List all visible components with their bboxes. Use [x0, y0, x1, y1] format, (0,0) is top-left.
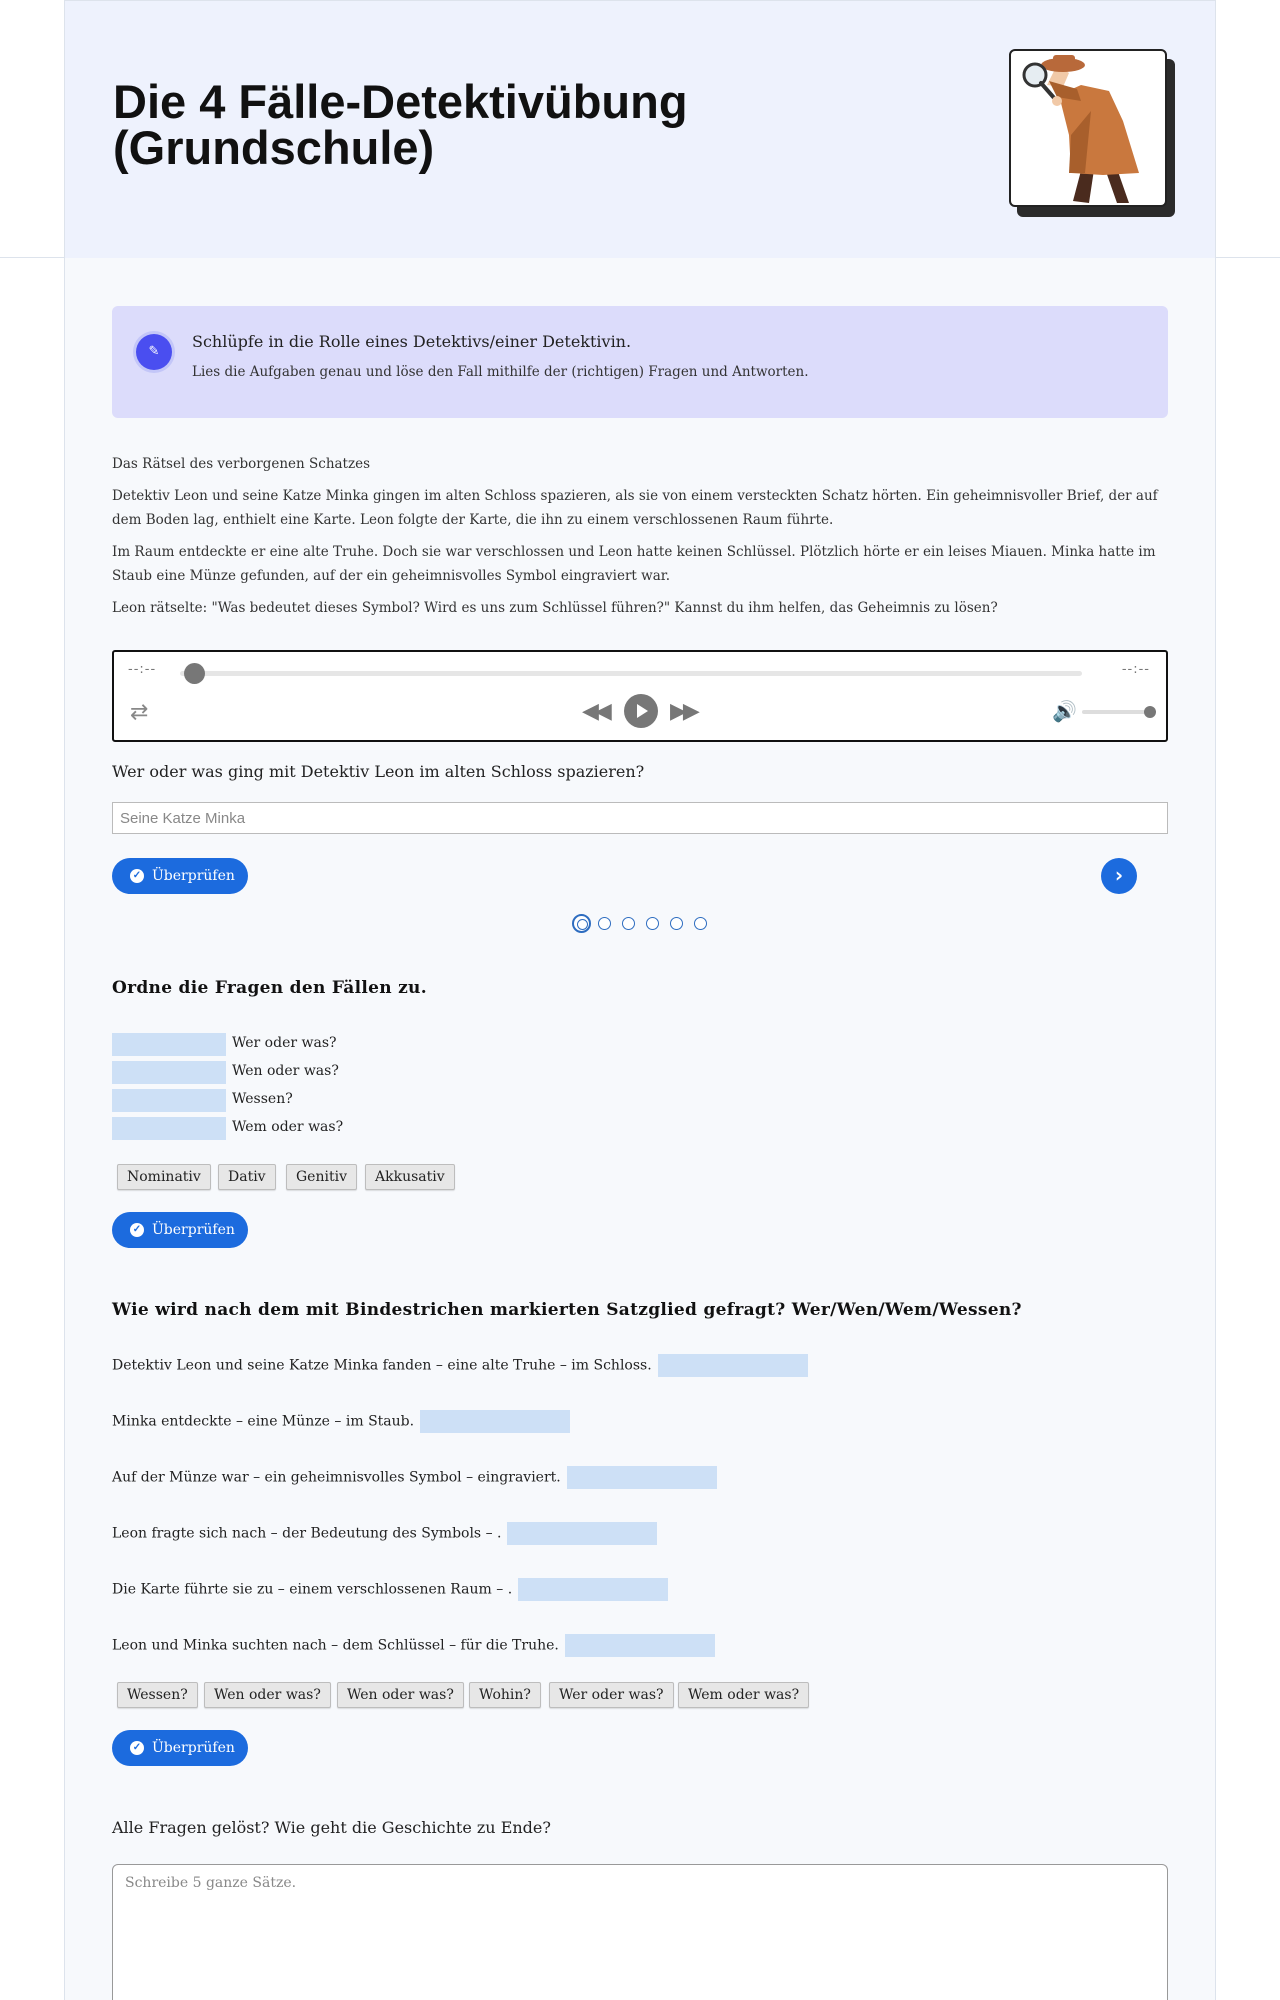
- ending-question: Alle Fragen gelöst? Wie geht die Geschichte zu Ende?: [112, 1818, 551, 1837]
- page-dot-6[interactable]: [694, 917, 707, 930]
- answer-input[interactable]: [112, 802, 1168, 834]
- page-dot-1[interactable]: [572, 914, 591, 933]
- fill-sentence-1: [112, 1354, 808, 1380]
- page-title: Die 4 Fälle-Detektivübung (Grundschule): [113, 75, 688, 174]
- sentence-text: Die Karte führte sie zu – einem verschlossenen Raum – .: [112, 1581, 513, 1598]
- audio-player: [112, 650, 1168, 742]
- check-icon: ✓: [130, 1223, 144, 1237]
- fill-sentence-6: [112, 1634, 715, 1660]
- check-button-matching[interactable]: [112, 1212, 248, 1248]
- fill-chip[interactable]: Wen oder was?: [337, 1682, 464, 1708]
- ending-textarea[interactable]: [112, 1864, 1168, 2000]
- page-dot-4[interactable]: [646, 917, 659, 930]
- sentence-text: Leon und Minka suchten nach – dem Schlüssel – für die Truhe.: [112, 1637, 559, 1654]
- detective-illustration: [1009, 49, 1171, 209]
- matching-title: Ordne die Fragen den Fällen zu.: [112, 978, 427, 998]
- header: [0, 0, 1280, 258]
- page-dot-5[interactable]: [670, 917, 683, 930]
- fast-forward-icon[interactable]: ▶▶: [670, 699, 696, 724]
- fill-chip[interactable]: Wem oder was?: [678, 1682, 809, 1708]
- fill-sentence-4: [112, 1522, 657, 1548]
- fill-chip[interactable]: Wohin?: [469, 1682, 541, 1708]
- drop-slot[interactable]: [112, 1117, 226, 1140]
- total-time: --:--: [1121, 662, 1150, 677]
- option-chip-akkusativ[interactable]: Akkusativ: [365, 1164, 455, 1190]
- answer-slot[interactable]: [420, 1410, 570, 1433]
- story-title: Das Rätsel des verborgenen Schatzes: [112, 456, 371, 472]
- sentence-text: Detektiv Leon und seine Katze Minka fanden – eine alte Truhe – im Schloss.: [112, 1357, 652, 1374]
- option-chip-nominativ[interactable]: Nominativ: [117, 1164, 211, 1190]
- check-label: Überprüfen: [152, 868, 235, 884]
- sentence-text: Auf der Münze war – ein geheimnisvolles Symbol – eingraviert.: [112, 1469, 561, 1486]
- sentence-text: Leon fragte sich nach – der Bedeutung des Symbols – .: [112, 1525, 502, 1542]
- repeat-icon[interactable]: ⇄: [130, 700, 149, 725]
- instruction-text: Lies die Aufgaben genau und löse den Fall mithilfe der (richtigen) Fragen und Antworten.: [192, 364, 809, 380]
- story: [112, 452, 1168, 628]
- check-button-quiz[interactable]: [112, 858, 248, 894]
- fill-chip[interactable]: Wessen?: [117, 1682, 198, 1708]
- next-button[interactable]: [1101, 858, 1137, 894]
- page-dot-3[interactable]: [622, 917, 635, 930]
- check-button-fill[interactable]: [112, 1730, 248, 1766]
- fill-title: Wie wird nach dem mit Bindestrichen markierten Satzglied gefragt? Wer/Wen/Wem/Wessen?: [112, 1300, 1022, 1320]
- sentence-text: Minka entdeckte – eine Münze – im Staub.: [112, 1413, 415, 1430]
- check-icon: ✓: [130, 869, 144, 883]
- check-label: Überprüfen: [152, 1222, 235, 1238]
- match-question: Wer oder was?: [232, 1035, 337, 1051]
- volume-icon[interactable]: 🔊: [1052, 699, 1077, 723]
- fill-sentence-3: [112, 1466, 717, 1492]
- quiz-question: Wer oder was ging mit Detektiv Leon im alten Schloss spazieren?: [112, 762, 645, 781]
- match-question: Wen oder was?: [232, 1063, 339, 1079]
- detective-icon: [1011, 51, 1167, 207]
- drop-slot[interactable]: [112, 1061, 226, 1084]
- volume-handle[interactable]: [1144, 706, 1156, 718]
- check-label: Überprüfen: [152, 1740, 235, 1756]
- option-chip-genitiv[interactable]: Genitiv: [286, 1164, 357, 1190]
- fill-chip[interactable]: Wer oder was?: [549, 1682, 674, 1708]
- illustration-card: [1009, 49, 1167, 207]
- fill-chip[interactable]: Wen oder was?: [204, 1682, 331, 1708]
- drop-slot[interactable]: [112, 1089, 226, 1112]
- current-time: --:--: [128, 662, 157, 677]
- instruction-title: Schlüpfe in die Rolle eines Detektivs/einer Detektivin.: [192, 332, 632, 351]
- rewind-icon[interactable]: ◀◀: [582, 699, 608, 724]
- seek-handle[interactable]: [184, 663, 205, 684]
- fill-sentence-5: [112, 1578, 668, 1604]
- answer-slot[interactable]: [567, 1466, 717, 1489]
- seek-bar[interactable]: [180, 671, 1082, 676]
- match-question: Wessen?: [232, 1091, 293, 1107]
- match-question: Wem oder was?: [232, 1119, 344, 1135]
- answer-slot[interactable]: [565, 1634, 715, 1657]
- play-button[interactable]: [624, 694, 658, 728]
- answer-slot[interactable]: [507, 1522, 657, 1545]
- pen-icon: ✎: [136, 334, 172, 370]
- story-paragraph-3: Leon rätselte: "Was bedeutet dieses Symbol? Wird es uns zum Schlüssel führen?" Kannst du ihm helfen, das Geheimnis zu lösen?: [112, 600, 998, 616]
- instruction-box: [112, 306, 1168, 418]
- chevron-right-icon: ›: [1114, 863, 1124, 887]
- option-chip-dativ[interactable]: Dativ: [218, 1164, 276, 1190]
- drop-slot[interactable]: [112, 1033, 226, 1056]
- answer-slot[interactable]: [658, 1354, 808, 1377]
- check-icon: ✓: [130, 1741, 144, 1755]
- play-icon: [637, 704, 648, 718]
- header-panel: [64, 0, 1216, 258]
- story-paragraph-2: Im Raum entdeckte er eine alte Truhe. Doch sie war verschlossen und Leon hatte keinen Schlüssel. Plötzlich hörte er ein leises Miauen. Minka hatte im Staub eine Münze gefunden, auf der ein geheimnisvolles Symbol eingraviert war.: [112, 544, 1156, 584]
- fill-sentence-2: [112, 1410, 570, 1436]
- story-paragraph-1: Detektiv Leon und seine Katze Minka gingen im alten Schloss spazieren, als sie von einem versteckten Schatz hörten. Ein geheimnisvoller Brief, der auf dem Boden lag, enthielt eine Karte. Leon folgte der Karte, die ihn zu einem verschlossenen Raum führte.: [112, 488, 1158, 528]
- page-dot-2[interactable]: [598, 917, 611, 930]
- answer-slot[interactable]: [518, 1578, 668, 1601]
